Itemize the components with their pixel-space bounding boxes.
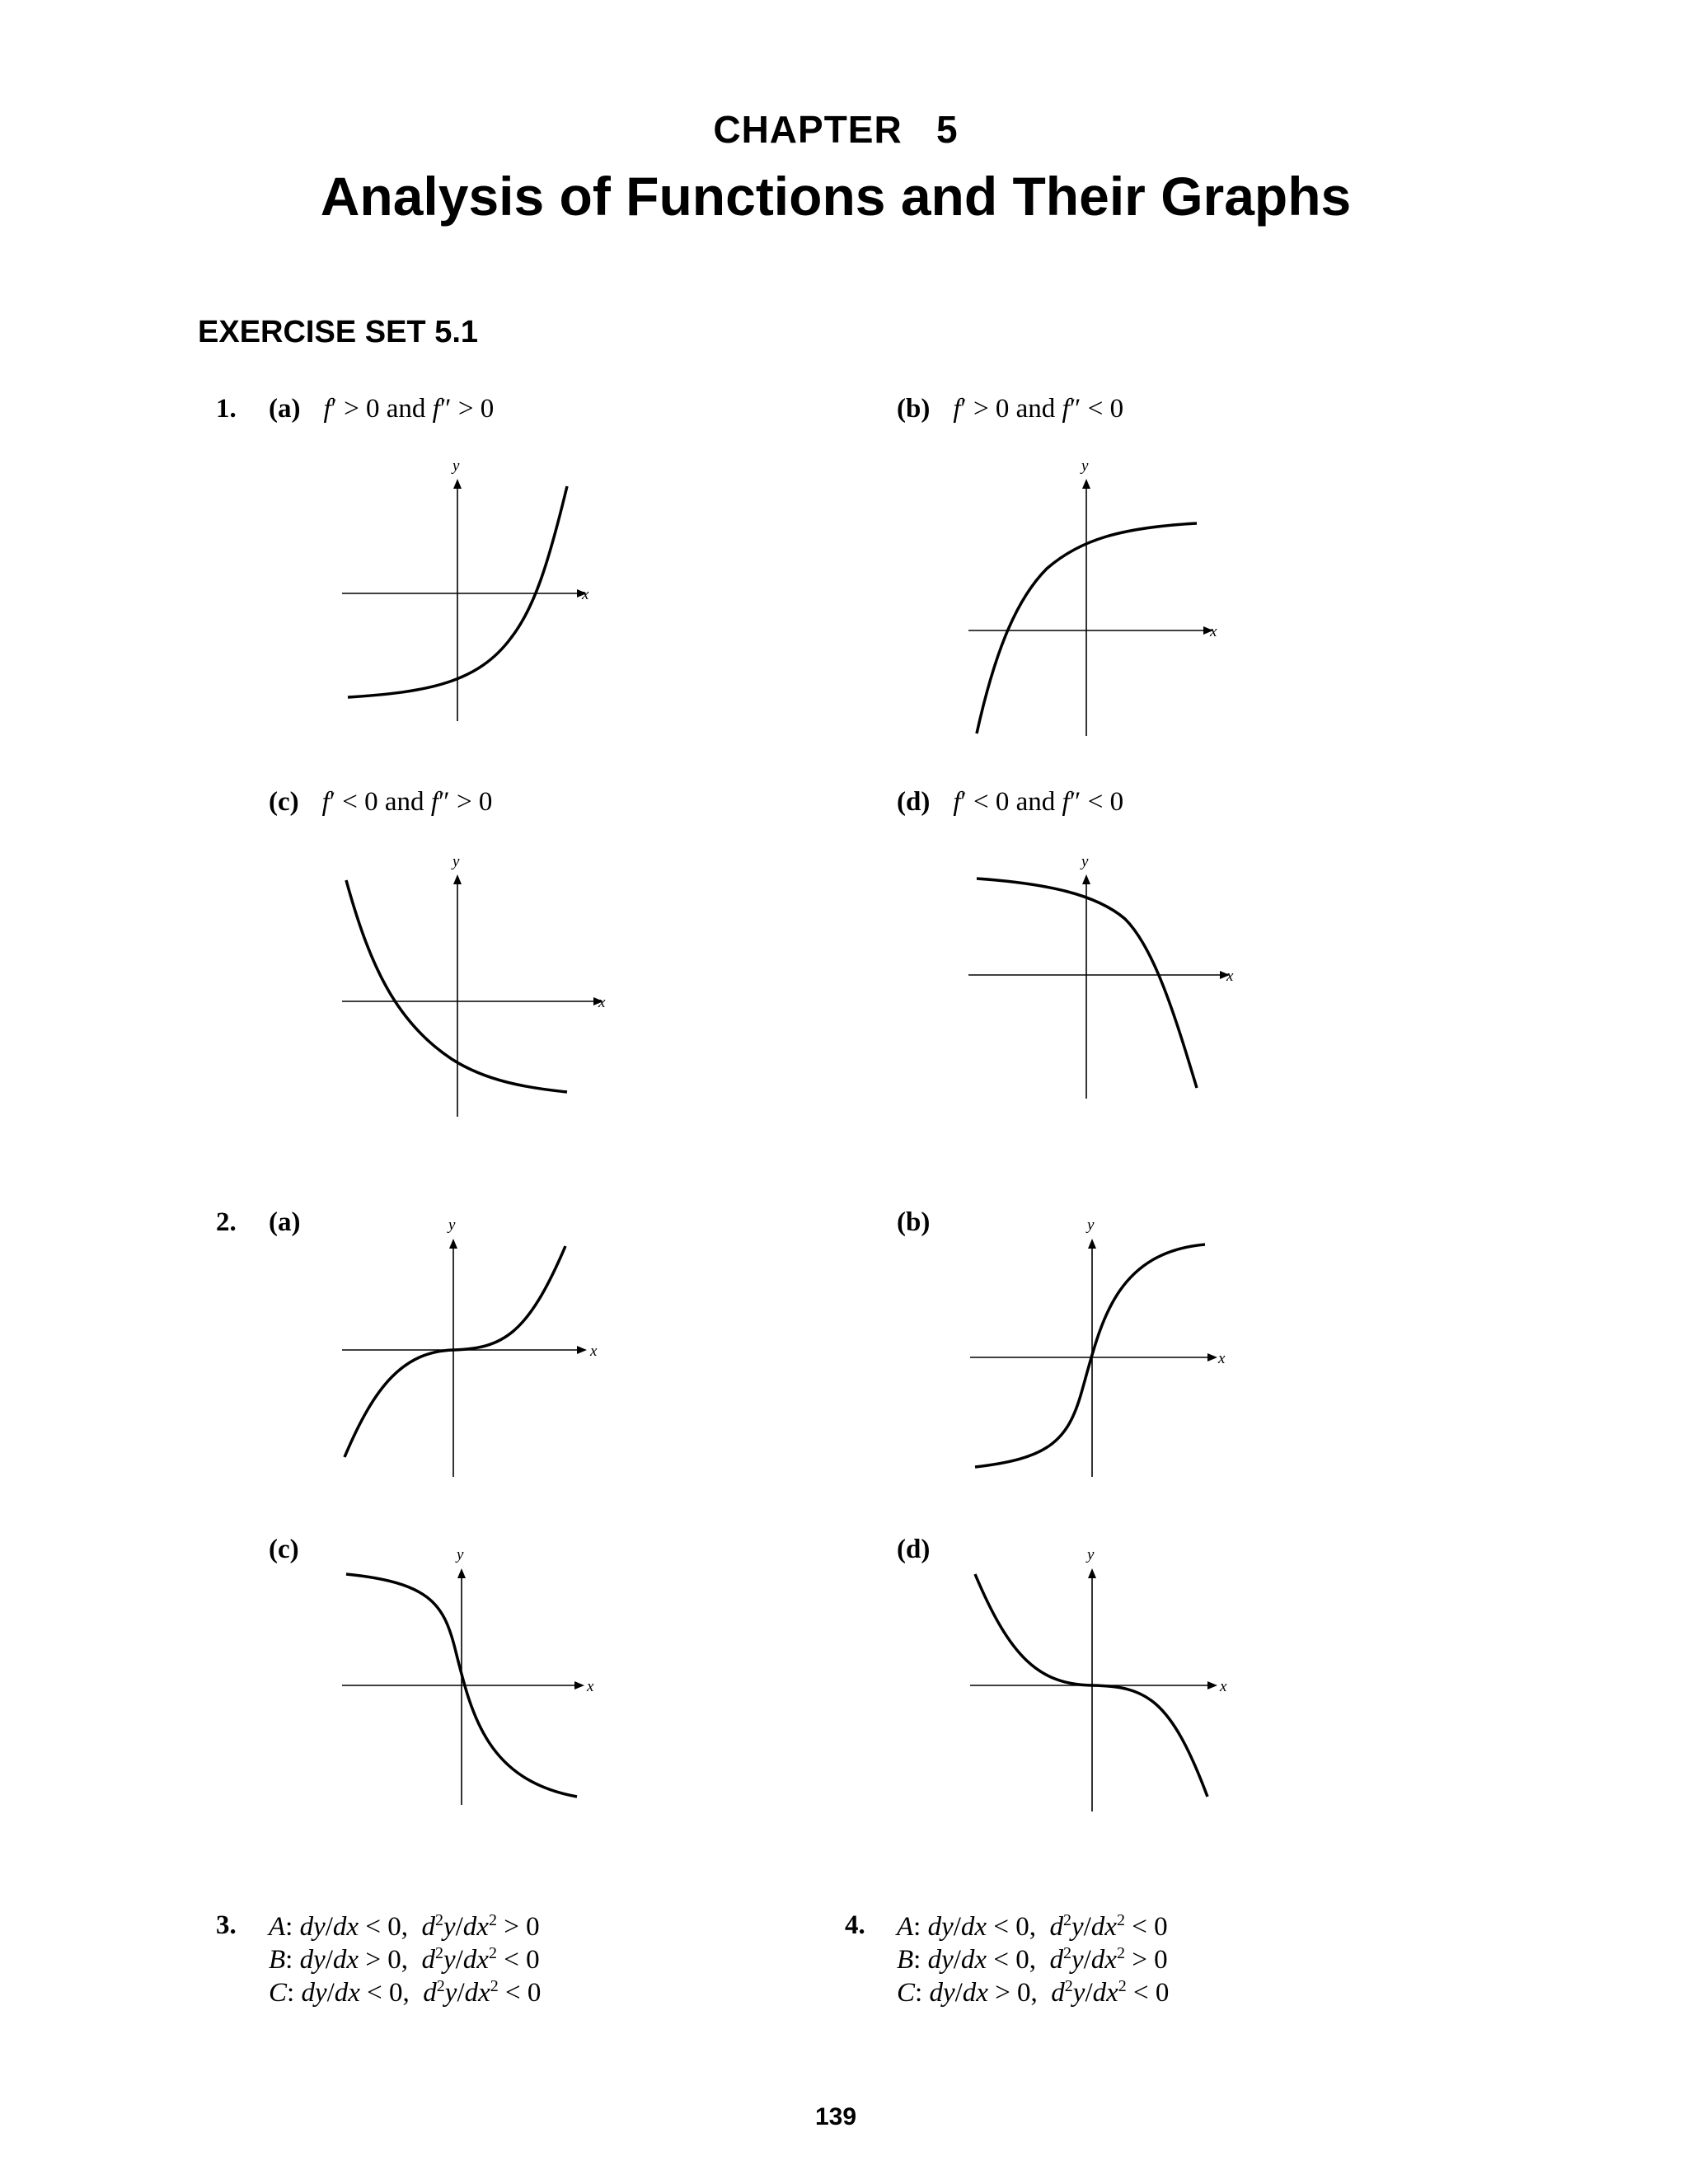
y-axis-arrow (1082, 874, 1090, 884)
graph-2d (956, 1546, 1240, 1813)
x-axis-label: x (1210, 623, 1217, 640)
y-axis-arrow (457, 1568, 466, 1578)
part-label: (c) (269, 787, 299, 817)
y-axis-label: y (452, 457, 460, 475)
exercise-1d-heading (897, 787, 1123, 818)
exercise-3-answer (269, 1910, 541, 2009)
x-axis-label: x (598, 994, 606, 1011)
condition: f′ < 0 and f″ > 0 (321, 787, 493, 817)
exercise-1-number: 1. (216, 394, 237, 424)
exercise-3-number: 3. (216, 1910, 237, 1940)
exercise-4-answer (897, 1910, 1169, 2009)
x-axis-arrow (577, 1346, 587, 1354)
exercise-2c-label: (c) (269, 1535, 299, 1564)
section-title: EXERCISE SET 5.1 (198, 315, 479, 349)
page-number: 139 (814, 2103, 857, 2130)
graph-2b (956, 1216, 1240, 1483)
y-axis-label: y (457, 1546, 464, 1563)
condition: f′ > 0 and f″ > 0 (323, 394, 495, 424)
chapter-label: CHAPTER 5 (713, 108, 959, 151)
answer-row: A: dy/dx < 0, $d^2y/dx^2 > 0$ (269, 1911, 540, 1942)
graph-2c (330, 1546, 614, 1813)
exercise-1b-heading (897, 394, 1123, 424)
graph-1d (956, 849, 1240, 1121)
part-label: (d) (897, 787, 931, 817)
x-axis-label: x (587, 1678, 594, 1695)
exercise-1c-heading (269, 787, 492, 818)
y-axis-arrow (1088, 1239, 1096, 1249)
condition: f′ > 0 and f″ < 0 (953, 394, 1124, 424)
exercise-4-number: 4. (845, 1910, 865, 1940)
y-axis-label: y (1081, 853, 1089, 870)
answer-row: C: dy/dx < 0, $d^2y/dx^2 < 0$ (269, 1977, 542, 2008)
y-axis-arrow (1082, 479, 1090, 489)
answer-row: B: dy/dx < 0, $d^2y/dx^2 > 0$ (897, 1944, 1168, 1975)
graph-2a (330, 1216, 614, 1483)
graph-1c (330, 849, 614, 1121)
y-axis-label: y (1081, 457, 1089, 475)
x-axis-arrow (1207, 1353, 1217, 1361)
function-curve (345, 1246, 565, 1457)
answer-row: B: dy/dx > 0, $d^2y/dx^2 < 0$ (269, 1944, 540, 1975)
graph-1a (330, 453, 610, 725)
graph-1b (956, 453, 1236, 738)
chapter-title: Analysis of Functions and Their Graphs (320, 166, 1352, 227)
condition: f′ < 0 and f″ < 0 (953, 787, 1124, 817)
x-axis-label: x (1220, 1678, 1227, 1695)
exercise-1a-heading (269, 394, 494, 424)
exercise-2a-label: (a) (269, 1207, 301, 1237)
answer-row: C: dy/dx > 0, $d^2y/dx^2 < 0$ (897, 1977, 1170, 2008)
exercise-2d-label: (d) (897, 1535, 931, 1564)
exercise-2b-label: (b) (897, 1207, 931, 1237)
x-axis-arrow (1207, 1681, 1217, 1690)
y-axis-label: y (1087, 1216, 1095, 1234)
x-axis-label: x (582, 586, 589, 603)
y-axis-label: y (452, 853, 460, 870)
function-curve (346, 880, 567, 1092)
y-axis-arrow (453, 479, 462, 489)
answer-row: A: dy/dx < 0, $d^2y/dx^2 < 0$ (897, 1911, 1168, 1942)
x-axis-label: x (1218, 1350, 1226, 1367)
exercise-2-number: 2. (216, 1207, 237, 1237)
x-axis-arrow (574, 1681, 584, 1690)
y-axis-label: y (1087, 1546, 1095, 1563)
y-axis-label: y (448, 1216, 456, 1234)
part-label: (b) (897, 394, 931, 424)
x-axis-label: x (1226, 968, 1234, 985)
y-axis-arrow (449, 1239, 457, 1249)
x-axis-label: x (590, 1343, 598, 1360)
y-axis-arrow (1088, 1568, 1096, 1578)
y-axis-arrow (453, 874, 462, 884)
function-curve (975, 1244, 1205, 1467)
part-label: (a) (269, 394, 301, 424)
